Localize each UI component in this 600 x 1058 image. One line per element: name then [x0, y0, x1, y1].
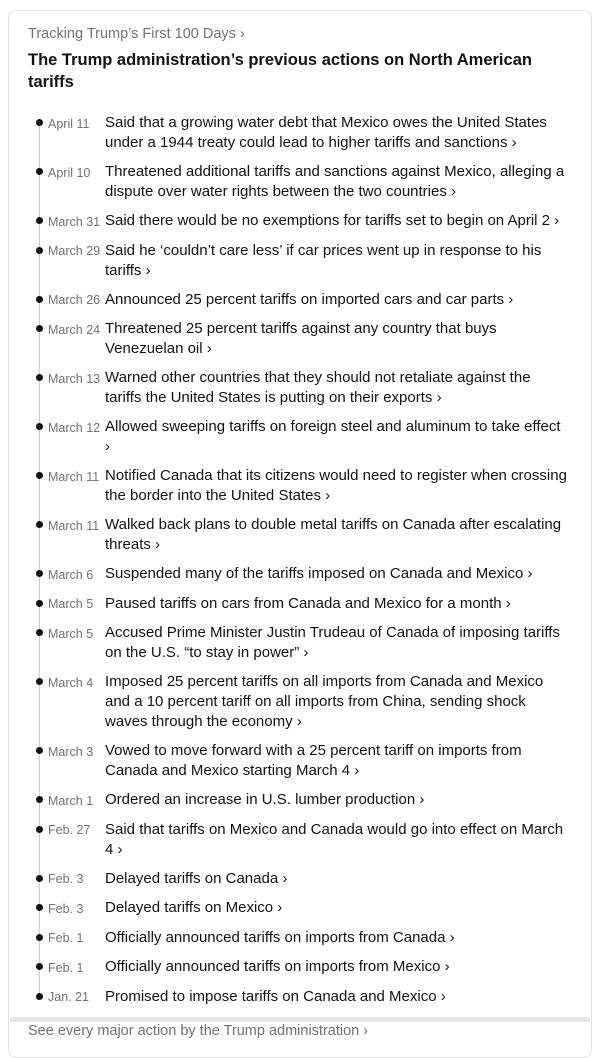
bullet-icon	[36, 217, 43, 224]
timeline-rail	[28, 564, 48, 585]
bullet-icon	[36, 600, 43, 607]
entry-link[interactable]: Said he ‘couldn’t care less’ if car prices went up in response to his tariffs ›	[105, 241, 542, 279]
entry-date: Jan. 21	[48, 990, 90, 1004]
entry-link[interactable]: Vowed to move forward with a 25 percent tariff on imports from Canada and Mexico starting March 4 ›	[105, 742, 522, 779]
timeline-entry	[28, 319, 571, 359]
entry-link[interactable]: Announced 25 percent tariffs on imported cars and car parts ›	[105, 290, 514, 308]
timeline-entry	[28, 672, 571, 732]
timeline-entry	[28, 241, 571, 281]
timeline-rail	[28, 672, 48, 732]
entry-date: March 5	[48, 597, 94, 611]
timeline-rail	[28, 741, 48, 781]
entry-date: March 29	[48, 244, 101, 258]
bullet-icon	[36, 119, 43, 126]
entry-date: Feb. 3	[48, 872, 84, 886]
timeline-rail	[28, 241, 48, 281]
entry-date: April 10	[48, 165, 91, 180]
tariff-timeline-card	[8, 10, 592, 1058]
timeline-rail	[28, 319, 48, 359]
timeline-rail	[28, 417, 48, 457]
entry-link[interactable]: Warned other countries that they should not retaliate against the tariffs the United States is putting on their exports ›	[105, 369, 531, 406]
timeline-rail	[28, 162, 48, 202]
timeline-entry	[28, 162, 571, 202]
kicker-link[interactable]: Tracking Trump’s First 100 Days ›	[28, 26, 245, 42]
entry-link[interactable]: Officially announced tariffs on imports from Canada ›	[105, 928, 455, 946]
timeline	[28, 113, 571, 1007]
bullet-icon	[36, 963, 43, 970]
card-title: The Trump administration’s previous actions on North American tariffs	[28, 51, 532, 91]
timeline-rail	[28, 820, 48, 860]
entry-link[interactable]: Ordered an increase in U.S. lumber production ›	[105, 791, 425, 808]
bullet-icon	[36, 570, 43, 577]
entry-date: March 13	[48, 371, 101, 386]
timeline-entry	[28, 869, 571, 890]
bullet-icon	[36, 875, 43, 882]
timeline-rail	[28, 623, 48, 663]
timeline-entry	[28, 466, 571, 506]
entry-date: March 11	[48, 469, 100, 484]
entry-link[interactable]: Said there would be no exemptions for tariffs set to begin on April 2 ›	[105, 212, 560, 229]
timeline-entry	[28, 113, 571, 153]
entry-link[interactable]: Threatened 25 percent tariffs against any country that buys Venezuelan oil ›	[105, 320, 497, 357]
timeline-rail	[28, 898, 48, 919]
bullet-icon	[36, 472, 43, 479]
bullet-icon	[36, 296, 43, 303]
timeline-entry	[28, 987, 571, 1008]
entry-date: Feb. 3	[48, 901, 84, 916]
entry-date: March 3	[48, 744, 94, 759]
timeline-entry	[28, 957, 571, 978]
timeline-entry	[28, 741, 571, 781]
entry-date: April 11	[48, 116, 90, 131]
timeline-rail	[28, 515, 48, 555]
entry-date: Feb. 1	[48, 931, 84, 945]
timeline-entry	[28, 515, 571, 555]
bullet-icon	[36, 325, 43, 332]
timeline-rail	[28, 368, 48, 408]
entry-link[interactable]: Paused tariffs on cars from Canada and Mexico for a month ›	[105, 594, 511, 612]
entry-link[interactable]: Delayed tariffs on Mexico ›	[105, 899, 283, 916]
entry-date: March 12	[48, 420, 101, 435]
connector-line	[39, 681, 40, 750]
entry-date: March 1	[48, 793, 94, 808]
timeline-rail	[28, 113, 48, 153]
timeline-entry	[28, 368, 571, 408]
entry-date: March 26	[48, 293, 101, 307]
timeline-rail	[28, 869, 48, 890]
entry-link[interactable]: Promised to impose tariffs on Canada and Mexico ›	[105, 987, 446, 1005]
entry-date: March 6	[48, 567, 94, 582]
entry-link[interactable]: Imposed 25 percent tariffs on all imports from Canada and Mexico and a 10 percent tariff on all imports from China, sending shock waves through the economy ›	[105, 673, 544, 730]
timeline-rail	[28, 957, 48, 978]
timeline-rail	[28, 928, 48, 949]
timeline-entry	[28, 594, 571, 615]
timeline-entry	[28, 790, 571, 811]
entry-link[interactable]: Notified Canada that its citizens would need to register when crossing the border into the United States ›	[105, 467, 567, 504]
bullet-icon	[36, 168, 43, 175]
entry-date: Feb. 1	[48, 960, 84, 975]
entry-date: March 24	[48, 322, 101, 337]
bullet-icon	[36, 629, 43, 636]
timeline-rail	[28, 466, 48, 506]
bullet-icon	[36, 747, 43, 754]
see-all-link[interactable]: See every major action by the Trump administration ›	[28, 1023, 369, 1039]
bullet-icon	[36, 423, 43, 430]
bullet-icon	[36, 993, 43, 1000]
bullet-icon	[36, 247, 43, 254]
entry-link[interactable]: Suspended many of the tariffs imposed on Canada and Mexico ›	[105, 565, 533, 582]
timeline-entry	[28, 417, 571, 457]
bullet-icon	[36, 934, 43, 941]
entry-date: Feb. 27	[48, 823, 91, 837]
entry-link[interactable]: Said that tariffs on Mexico and Canada would go into effect on March 4 ›	[105, 820, 564, 858]
bullet-icon	[36, 904, 43, 911]
entry-link[interactable]: Allowed sweeping tariffs on foreign steel and aluminum to take effect ›	[105, 418, 561, 455]
bullet-icon	[36, 374, 43, 381]
entry-date: March 4	[48, 675, 94, 690]
entry-date: March 31	[48, 214, 101, 229]
entry-date: March 5	[48, 626, 94, 641]
entry-date: March 11	[48, 518, 100, 533]
timeline-rail	[28, 594, 48, 615]
timeline-entry	[28, 898, 571, 919]
bullet-icon	[36, 796, 43, 803]
bullet-icon	[36, 521, 43, 528]
next-card-edge	[10, 1017, 590, 1022]
timeline-entry	[28, 564, 571, 585]
entry-link[interactable]: Walked back plans to double metal tariffs on Canada after escalating threats ›	[105, 516, 562, 553]
timeline-rail	[28, 987, 48, 1008]
entry-link[interactable]: Officially announced tariffs on imports from Mexico ›	[105, 958, 450, 975]
timeline-entry	[28, 290, 571, 311]
entry-link[interactable]: Said that a growing water debt that Mexico owes the United States under a 1944 treaty could lead to higher tariffs and sanctions ›	[105, 114, 547, 151]
entry-link[interactable]: Accused Prime Minister Justin Trudeau of Canada of imposing tariffs on the U.S. “to stay in power” ›	[105, 624, 560, 661]
timeline-entry	[28, 820, 571, 860]
timeline-rail	[28, 290, 48, 311]
timeline-rail	[28, 211, 48, 232]
timeline-entry	[28, 211, 571, 232]
timeline-entry	[28, 623, 571, 663]
bullet-icon	[36, 678, 43, 685]
bullet-icon	[36, 826, 43, 833]
timeline-entry	[28, 928, 571, 949]
entry-link[interactable]: Threatened additional tariffs and sanctions against Mexico, alleging a dispute over water rights between the two countries ›	[105, 163, 565, 200]
timeline-rail	[28, 790, 48, 811]
entry-link[interactable]: Delayed tariffs on Canada ›	[105, 869, 288, 887]
